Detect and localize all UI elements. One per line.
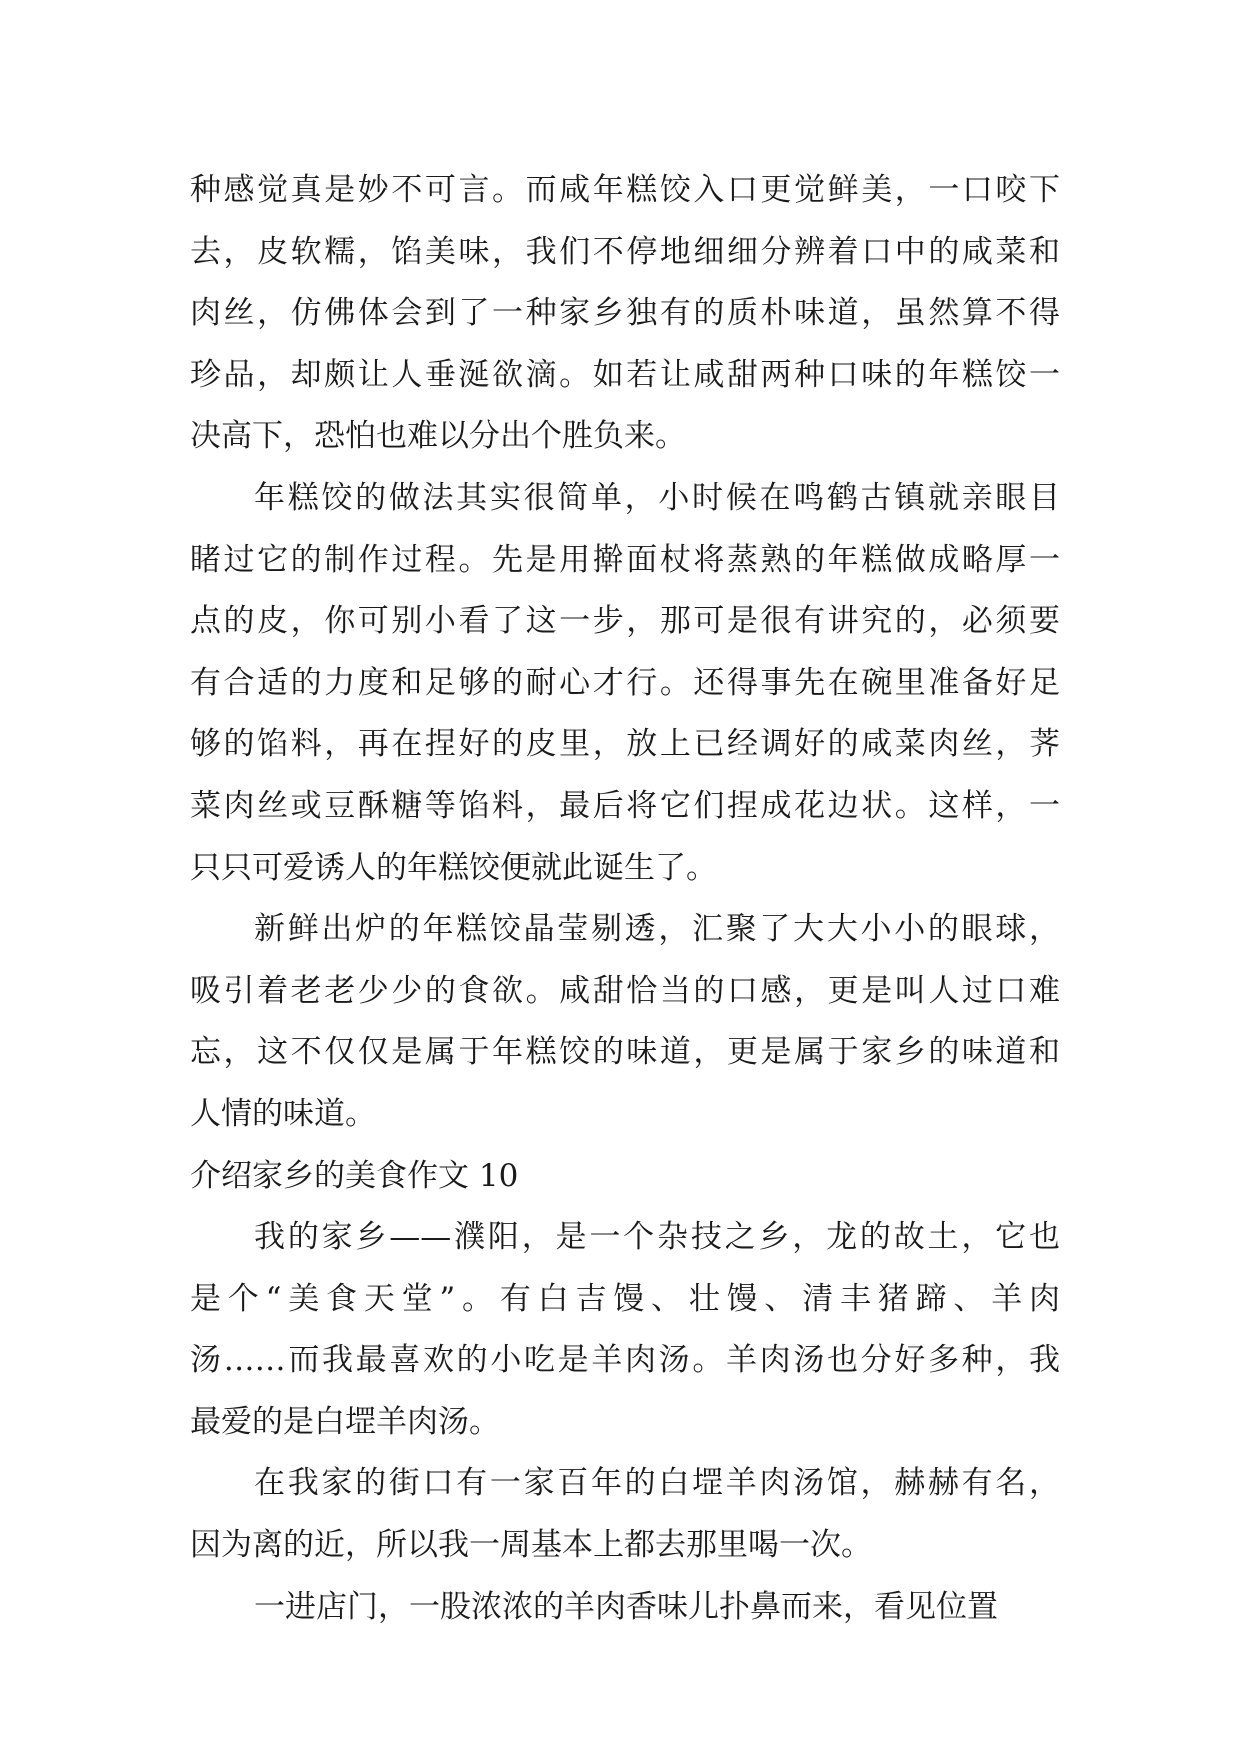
text-line: 汤……而我最喜欢的小吃是羊肉汤。羊肉汤也分好多种，我 (190, 1342, 1060, 1379)
text-line: 决高下，恐怕也难以分出个胜负来。 (190, 418, 686, 455)
text-line: 最爱的是白堽羊肉汤。 (190, 1403, 500, 1440)
document-body (190, 160, 1060, 1638)
paragraph-first-line: 新鲜出炉的年糕饺晶莹剔透，汇聚了大大小小的眼球， (254, 911, 1060, 948)
text-line: 有合适的力度和足够的耐心才行。还得事先在碗里准备好足 (190, 664, 1060, 701)
text-line: 睹过它的制作过程。先是用擀面杖将蒸熟的年糕做成略厚一 (190, 541, 1060, 578)
text-line: 因为离的近，所以我一周基本上都去那里喝一次。 (190, 1527, 872, 1564)
text-line: 去，皮软糯，馅美味，我们不停地细细分辨着口中的咸菜和 (190, 233, 1060, 270)
text-line: 菜肉丝或豆酥糖等馅料，最后将它们捏成花边状。这样，一 (190, 787, 1060, 824)
text-line: 是个“美食天堂”。有白吉馒、壮馒、清丰猪蹄、羊肉 (190, 1280, 1060, 1317)
text-line: 种感觉真是妙不可言。而咸年糕饺入口更觉鲜美，一口咬下 (190, 172, 1060, 208)
paragraph-first-line: 一进店门，一股浓浓的羊肉香味儿扑鼻而来，看见位置 (254, 1588, 998, 1625)
text-line: 珍品，却颇让人垂涎欲滴。如若让咸甜两种口味的年糕饺一 (190, 356, 1060, 393)
section-heading: 介绍家乡的美食作文 10 (190, 1157, 519, 1194)
text-line: 忘，这不仅仅是属于年糕饺的味道，更是属于家乡的味道和 (190, 1034, 1060, 1071)
paragraph-first-line: 年糕饺的做法其实很简单，小时候在鸣鹤古镇就亲眼目 (254, 479, 1060, 516)
text-line: 点的皮，你可别小看了这一步，那可是很有讲究的，必须要 (190, 603, 1060, 640)
text-line: 肉丝，仿佛体会到了一种家乡独有的质朴味道，虽然算不得 (190, 295, 1060, 332)
text-line: 吸引着老老少少的食欲。咸甜恰当的口感，更是叫人过口难 (190, 972, 1060, 1009)
paragraph-first-line: 在我家的街口有一家百年的白堽羊肉汤馆，赫赫有名， (254, 1465, 1060, 1502)
text-line: 人情的味道。 (190, 1095, 376, 1132)
paragraph-first-line: 我的家乡——濮阳，是一个杂技之乡，龙的故土，它也 (254, 1219, 1060, 1256)
text-line: 够的馅料，再在捏好的皮里，放上已经调好的咸菜肉丝，荠 (190, 726, 1060, 763)
text-line: 只只可爱诱人的年糕饺便就此诞生了。 (190, 849, 717, 886)
